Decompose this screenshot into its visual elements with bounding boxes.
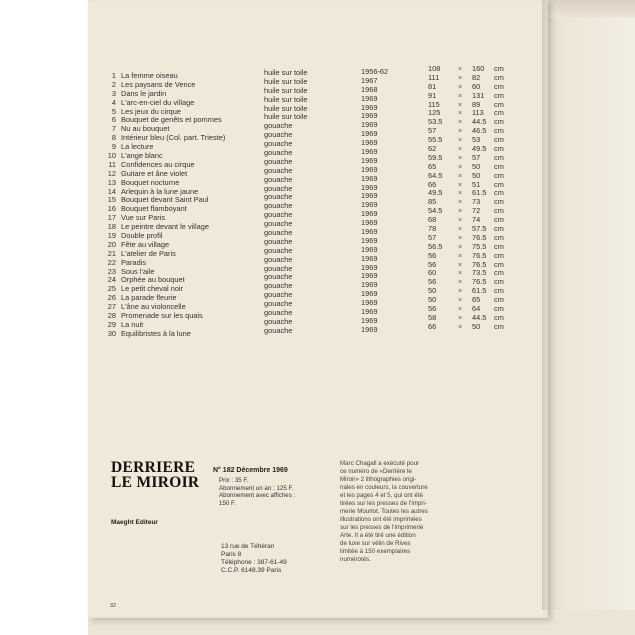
- times-sign: ×: [458, 250, 463, 260]
- editor-name: Maeght Editeur: [111, 519, 158, 526]
- catalogue-technique: gouache: [264, 121, 293, 131]
- catalogue-title: Les paysans de Vence: [121, 79, 196, 89]
- catalogue-year: 1969: [361, 271, 378, 281]
- dimension-height: 44.5: [472, 312, 487, 322]
- catalogue-number: 27: [107, 302, 116, 312]
- times-sign: ×: [458, 179, 463, 189]
- dimension-width: 50: [428, 286, 437, 296]
- times-sign: ×: [458, 259, 463, 269]
- catalogue-year: 1969: [361, 164, 378, 174]
- catalogue-technique: gouache: [264, 272, 293, 282]
- dimension-unit: cm: [494, 304, 504, 314]
- dimension-height: 46.5: [472, 126, 487, 136]
- catalogue-title: Bouquet flamboyant: [121, 204, 187, 214]
- catalogue-year: 1969: [361, 147, 378, 157]
- colophon-line: ce numéro de «Derrière le: [340, 468, 412, 475]
- dimension-width: 115: [428, 99, 440, 109]
- times-sign: ×: [458, 117, 463, 127]
- masthead-line-2: LE MIROIR: [111, 474, 200, 491]
- dimension-unit: cm: [494, 81, 504, 91]
- catalogue-title: La nuit: [121, 319, 144, 329]
- dimension-width: 57: [428, 232, 437, 242]
- colophon-line: et les pages 4 et 5, qui ont été: [340, 492, 423, 499]
- dimension-height: 72: [472, 206, 481, 216]
- catalogue-number: 25: [107, 284, 116, 294]
- catalogue-year: 1969: [361, 182, 378, 192]
- catalogue-year: 1969: [361, 191, 378, 201]
- times-sign: ×: [458, 81, 463, 91]
- catalogue-year: 1969: [361, 227, 378, 237]
- times-sign: ×: [458, 144, 463, 154]
- catalogue-number: 18: [107, 222, 116, 232]
- times-sign: ×: [458, 108, 463, 118]
- dimension-unit: cm: [494, 206, 504, 216]
- dimension-width: 56: [428, 250, 437, 260]
- catalogue-dimensions-row: [428, 323, 514, 332]
- times-sign: ×: [458, 277, 463, 287]
- dimension-width: 125: [428, 108, 441, 118]
- catalogue-number: 29: [107, 319, 116, 329]
- catalogue-year: 1969: [361, 209, 378, 219]
- times-sign: ×: [458, 224, 463, 234]
- catalogue-title: Dans le jardin: [121, 88, 167, 98]
- dimension-unit: cm: [494, 188, 504, 198]
- dimension-height: 57: [472, 152, 481, 162]
- dimension-width: 66: [428, 179, 437, 189]
- dimension-width: 56: [428, 259, 437, 269]
- dimension-unit: cm: [494, 321, 504, 331]
- catalogue-year: 1969: [361, 307, 378, 317]
- dimension-unit: cm: [494, 161, 504, 171]
- catalogue-title: Bouquet nocturne: [121, 177, 180, 187]
- catalogue-dimensions-column: [428, 65, 514, 332]
- times-sign: ×: [458, 99, 463, 109]
- dimension-height: 73.5: [472, 268, 487, 278]
- catalogue-technique: gouache: [264, 201, 293, 211]
- catalogue-title: Le peintre devant le village: [121, 222, 209, 232]
- catalogue-number: 30: [107, 328, 116, 338]
- times-sign: ×: [458, 312, 463, 322]
- catalogue-year: 1968: [361, 84, 378, 94]
- catalogue-number: 5: [111, 106, 116, 116]
- catalogue-technique-column: [264, 69, 308, 336]
- catalogue-number: 26: [107, 293, 116, 303]
- dimension-unit: cm: [494, 215, 504, 225]
- catalogue-title: Le petit cheval noir: [121, 284, 184, 294]
- catalogue-number: 4: [111, 97, 116, 107]
- price-line: Abonnement avec affiches :: [219, 492, 296, 500]
- dimension-unit: cm: [494, 277, 504, 287]
- catalogue-technique: gouache: [264, 174, 293, 184]
- catalogue-title: Fête au village: [121, 239, 170, 249]
- times-sign: ×: [458, 304, 463, 314]
- times-sign: ×: [458, 206, 463, 216]
- catalogue-number: 28: [107, 311, 116, 321]
- dimension-height: 73: [472, 197, 481, 207]
- dimension-width: 68: [428, 215, 437, 225]
- catalogue-year: 1969: [361, 138, 378, 148]
- catalogue-number: 17: [107, 213, 116, 223]
- catalogue-year: 1969: [361, 111, 378, 121]
- catalogue-year: 1969: [361, 262, 378, 272]
- dimension-unit: cm: [494, 224, 504, 234]
- colophon-text: [340, 460, 428, 564]
- colophon-line: illustrations ont été imprimées: [340, 516, 422, 523]
- dimension-height: 76.5: [472, 259, 487, 269]
- catalogue-year: 1969: [361, 129, 378, 139]
- catalogue-technique: huile sur toile: [264, 103, 308, 113]
- catalogue-technique: gouache: [264, 228, 293, 238]
- catalogue-title: L'arc-en-ciel du village: [121, 97, 195, 107]
- catalogue-technique: gouache: [264, 254, 293, 264]
- dimension-height: 76.5: [472, 277, 487, 287]
- dimension-height: 131: [472, 90, 485, 100]
- catalogue-title: La lecture: [121, 142, 154, 152]
- catalogue-year: 1956-62: [361, 67, 389, 76]
- catalogue-title: Equilibristes à la lune: [121, 328, 191, 338]
- catalogue-year: 1969: [361, 244, 378, 254]
- dimension-width: 55.5: [428, 135, 443, 145]
- catalogue-technique: gouache: [264, 219, 293, 229]
- dimension-unit: cm: [494, 259, 504, 269]
- dimension-unit: cm: [494, 170, 504, 180]
- catalogue-technique: gouache: [264, 183, 293, 193]
- times-sign: ×: [458, 126, 463, 136]
- catalogue-number: 14: [107, 186, 116, 196]
- catalogue-year: 1969: [361, 200, 378, 210]
- catalogue-technique: gouache: [264, 148, 293, 158]
- dimension-height: 75.5: [472, 241, 487, 251]
- colophon-line: de luxe sur vélin de Rives: [340, 540, 411, 547]
- address-block: [221, 543, 287, 575]
- catalogue-technique: gouache: [264, 130, 293, 140]
- dimension-unit: cm: [494, 197, 504, 207]
- times-sign: ×: [458, 286, 463, 296]
- dimension-unit: cm: [494, 250, 504, 260]
- price-line: Abonnement un an : 125 F.: [219, 484, 294, 492]
- prices-block: [219, 477, 295, 507]
- catalogue-title: Double profil: [121, 231, 163, 241]
- times-sign: ×: [458, 197, 463, 207]
- dimension-unit: cm: [494, 90, 504, 100]
- times-sign: ×: [458, 232, 463, 242]
- dimension-unit: cm: [494, 72, 504, 82]
- dimension-width: 91: [428, 90, 437, 100]
- dimension-width: 65: [428, 161, 437, 171]
- address-line: C.C.P. 6148.39 Paris: [221, 567, 282, 574]
- catalogue-title: Les jeux du cirque: [121, 106, 181, 116]
- dimension-width: 54.5: [428, 206, 443, 216]
- colophon-line: numérotés.: [340, 556, 371, 563]
- catalogue-year: 1969: [361, 93, 378, 103]
- dimension-unit: cm: [494, 312, 504, 322]
- dimension-unit: cm: [494, 117, 504, 127]
- catalogue-title: L'ange blanc: [121, 151, 163, 161]
- dimension-width: 57: [428, 126, 437, 136]
- times-sign: ×: [458, 215, 463, 225]
- catalogue-technique: huile sur toile: [264, 76, 308, 86]
- catalogue-title: Guitare et âne violet: [121, 168, 188, 178]
- dimension-width: 111: [428, 72, 440, 82]
- catalogue-number: 22: [107, 257, 116, 267]
- catalogue-number: 23: [107, 266, 116, 276]
- cover-edge: [546, 0, 635, 635]
- dimension-height: 113: [472, 108, 484, 118]
- catalogue-title: Intérieur bleu (Col. part. Trieste): [121, 133, 226, 143]
- colophon-line: sur les presses de l'imprimerie: [340, 524, 424, 531]
- catalogue-title: Orphée au bouquet: [121, 275, 185, 285]
- dimension-unit: cm: [494, 241, 504, 251]
- catalogue-number: 1: [111, 71, 116, 80]
- catalogue-title: Confidences au cirque: [121, 159, 195, 169]
- dimension-width: 66: [428, 321, 437, 331]
- catalogue-title: Bouquet devant Saint Paul: [121, 195, 209, 205]
- catalogue-technique: gouache: [264, 192, 293, 202]
- catalogue-year: 1969: [361, 315, 378, 325]
- catalogue-technique: gouache: [264, 299, 293, 309]
- catalogue-number: 24: [107, 275, 116, 285]
- catalogue-number: 12: [107, 168, 116, 178]
- page-number: 32: [110, 603, 117, 609]
- dimension-height: 51: [472, 179, 481, 189]
- dimension-width: 56: [428, 277, 437, 287]
- page-edge-shadow: [542, 0, 550, 610]
- catalogue-title-column: [121, 72, 225, 339]
- dimension-height: 61.5: [472, 188, 487, 198]
- catalogue-number: 13: [107, 177, 116, 187]
- dimension-width: 56.5: [428, 241, 443, 251]
- catalogue-number: 20: [107, 239, 116, 249]
- dimension-width: 53.5: [428, 117, 443, 127]
- catalogue-year: 1969: [361, 102, 378, 112]
- dimension-width: 59.5: [428, 152, 443, 162]
- times-sign: ×: [458, 161, 463, 171]
- colophon-line: merie Mourlot. Toutes les autres: [340, 508, 428, 515]
- catalogue-title: La parade fleurie: [121, 293, 177, 303]
- colophon-line: Arte. Il a été tiré une édition: [340, 532, 416, 539]
- catalogue-title: Vue sur Paris: [121, 213, 166, 223]
- catalogue-title: L'atelier de Paris: [121, 248, 176, 258]
- dimension-unit: cm: [494, 126, 504, 136]
- colophon-line: limitée à 150 exemplaires: [340, 548, 411, 555]
- catalogue-technique: gouache: [264, 308, 293, 318]
- dimension-width: 49.5: [428, 188, 443, 198]
- catalogue-number: 8: [111, 133, 116, 143]
- dimension-width: 85: [428, 197, 437, 207]
- catalogue-title: Arlequin à la lune jaune: [121, 186, 199, 196]
- colophon-line: Marc Chagall a exécuté pour: [340, 460, 420, 467]
- masthead: [111, 460, 199, 490]
- times-sign: ×: [458, 72, 463, 82]
- colophon-line: Miroir» 2 lithographies origi-: [340, 476, 417, 483]
- colophon-line: tirées sur les presses de l'impri-: [340, 500, 427, 507]
- catalogue-technique: gouache: [264, 281, 293, 291]
- catalogue-year: 1969: [361, 289, 378, 299]
- catalogue-title: Paradis: [121, 257, 147, 267]
- catalogue-title: La femme oiseau: [121, 71, 178, 80]
- catalogue-title: Promenade sur les quais: [121, 311, 203, 321]
- price-line: 150 F.: [219, 499, 236, 507]
- catalogue-number: 7: [111, 124, 116, 134]
- dimension-unit: cm: [494, 286, 504, 296]
- catalogue-technique: gouache: [264, 325, 293, 335]
- dimension-height: 50: [472, 161, 481, 171]
- catalogue-technique: gouache: [264, 156, 293, 166]
- catalogue-number: 10: [107, 151, 116, 161]
- dimension-height: 50: [472, 170, 481, 180]
- catalogue-number: 6: [111, 115, 116, 125]
- dimension-width: 62: [428, 144, 437, 154]
- dimension-height: 160: [472, 64, 485, 73]
- dimension-width: 64.5: [428, 170, 443, 180]
- dimension-height: 74: [472, 215, 481, 225]
- catalogue-technique: huile sur toile: [264, 112, 308, 122]
- catalogue-technique: gouache: [264, 290, 293, 300]
- dimension-height: 64: [472, 304, 481, 314]
- dimension-unit: cm: [494, 179, 504, 189]
- catalogue-year: 1969: [361, 120, 378, 130]
- catalogue-number: 16: [107, 204, 116, 214]
- times-sign: ×: [458, 295, 463, 305]
- catalogue-title: Sous l'aile: [121, 266, 155, 276]
- dimension-width: 108: [428, 64, 441, 73]
- times-sign: ×: [458, 170, 463, 180]
- catalogue-technique: gouache: [264, 263, 293, 273]
- dimension-height: 53: [472, 135, 481, 145]
- dimension-width: 56: [428, 304, 437, 314]
- dimension-unit: cm: [494, 152, 504, 162]
- dimension-height: 65: [472, 295, 481, 305]
- dimension-width: 58: [428, 312, 437, 322]
- catalogue-number: 15: [107, 195, 116, 205]
- catalogue-year: 1969: [361, 253, 378, 263]
- dimension-height: 76.5: [472, 250, 487, 260]
- dimension-unit: cm: [494, 64, 504, 73]
- dimension-unit: cm: [494, 295, 504, 305]
- dimension-height: 50: [472, 321, 481, 331]
- catalogue-technique: huile sur toile: [264, 85, 308, 95]
- dimension-width: 60: [428, 268, 437, 278]
- catalogue-year: 1969: [361, 298, 378, 308]
- dimension-unit: cm: [494, 135, 504, 145]
- catalogue-title: Bouquet de genêts et pommes: [121, 115, 222, 125]
- cover-top-shadow: [546, 0, 635, 18]
- dimension-unit: cm: [494, 232, 504, 242]
- catalogue-technique: gouache: [264, 316, 293, 326]
- catalogue-technique: gouache: [264, 245, 293, 255]
- dimension-height: 89: [472, 99, 481, 109]
- catalogue-number-column: [104, 72, 116, 339]
- dimension-unit: cm: [494, 108, 504, 118]
- catalogue-year: 1969: [361, 155, 378, 165]
- times-sign: ×: [458, 321, 463, 331]
- masthead-line-1: DERRIERE: [111, 459, 196, 476]
- address-line: Paris 8: [221, 551, 242, 558]
- price-line: Prix : 35 F.: [219, 477, 249, 484]
- dimension-height: 76.5: [472, 232, 487, 242]
- catalogue-number: 2: [111, 79, 116, 89]
- catalogue-year: 1969: [361, 218, 378, 228]
- catalogue-technique: huile sur toile: [264, 94, 308, 104]
- times-sign: ×: [458, 64, 463, 73]
- times-sign: ×: [458, 241, 463, 251]
- catalogue-number: 3: [111, 88, 116, 98]
- issue-number: N° 182 Décembre 1969: [213, 467, 288, 474]
- catalogue-year: 1967: [361, 75, 378, 85]
- address-line: Téléphone : 387-61-49: [221, 559, 287, 566]
- catalogue-number: 9: [111, 142, 116, 152]
- colophon-line: nales en couleurs, la couverture: [340, 484, 428, 491]
- dimension-height: 60: [472, 81, 481, 91]
- catalogue-technique: gouache: [264, 139, 293, 149]
- catalogue-technique: gouache: [264, 236, 293, 246]
- catalogue-title: L'âne au violoncelle: [121, 302, 186, 312]
- times-sign: ×: [458, 268, 463, 278]
- dimension-height: 44.5: [472, 117, 487, 127]
- dimension-width: 81: [428, 81, 437, 91]
- catalogue-title: Nu au bouquet: [121, 124, 170, 134]
- dimension-height: 61.5: [472, 286, 487, 296]
- dimension-height: 49.5: [472, 144, 487, 154]
- dimension-height: 82: [472, 72, 481, 82]
- dimension-unit: cm: [494, 144, 504, 154]
- catalogue-technique: gouache: [264, 165, 293, 175]
- dimension-height: 57.5: [472, 224, 487, 234]
- catalogue-year: 1969: [361, 173, 378, 183]
- catalogue-number: 11: [108, 159, 116, 169]
- catalogue-year: 1969: [361, 324, 378, 334]
- times-sign: ×: [458, 152, 463, 162]
- catalogue-number: 19: [107, 231, 116, 241]
- catalogue-number: 21: [107, 248, 116, 258]
- times-sign: ×: [458, 90, 463, 100]
- catalogue-technique: gouache: [264, 210, 293, 220]
- catalogue-year-column: [361, 68, 388, 335]
- dimension-width: 78: [428, 224, 437, 234]
- catalogue-technique: huile sur toile: [264, 68, 308, 77]
- address-line: 13 rue de Téhéran: [221, 543, 275, 550]
- dimension-unit: cm: [494, 99, 504, 109]
- catalogue-year: 1969: [361, 280, 378, 290]
- times-sign: ×: [458, 188, 463, 198]
- times-sign: ×: [458, 135, 463, 145]
- dimension-unit: cm: [494, 268, 504, 278]
- dimension-width: 50: [428, 295, 437, 305]
- catalogue-year: 1969: [361, 235, 378, 245]
